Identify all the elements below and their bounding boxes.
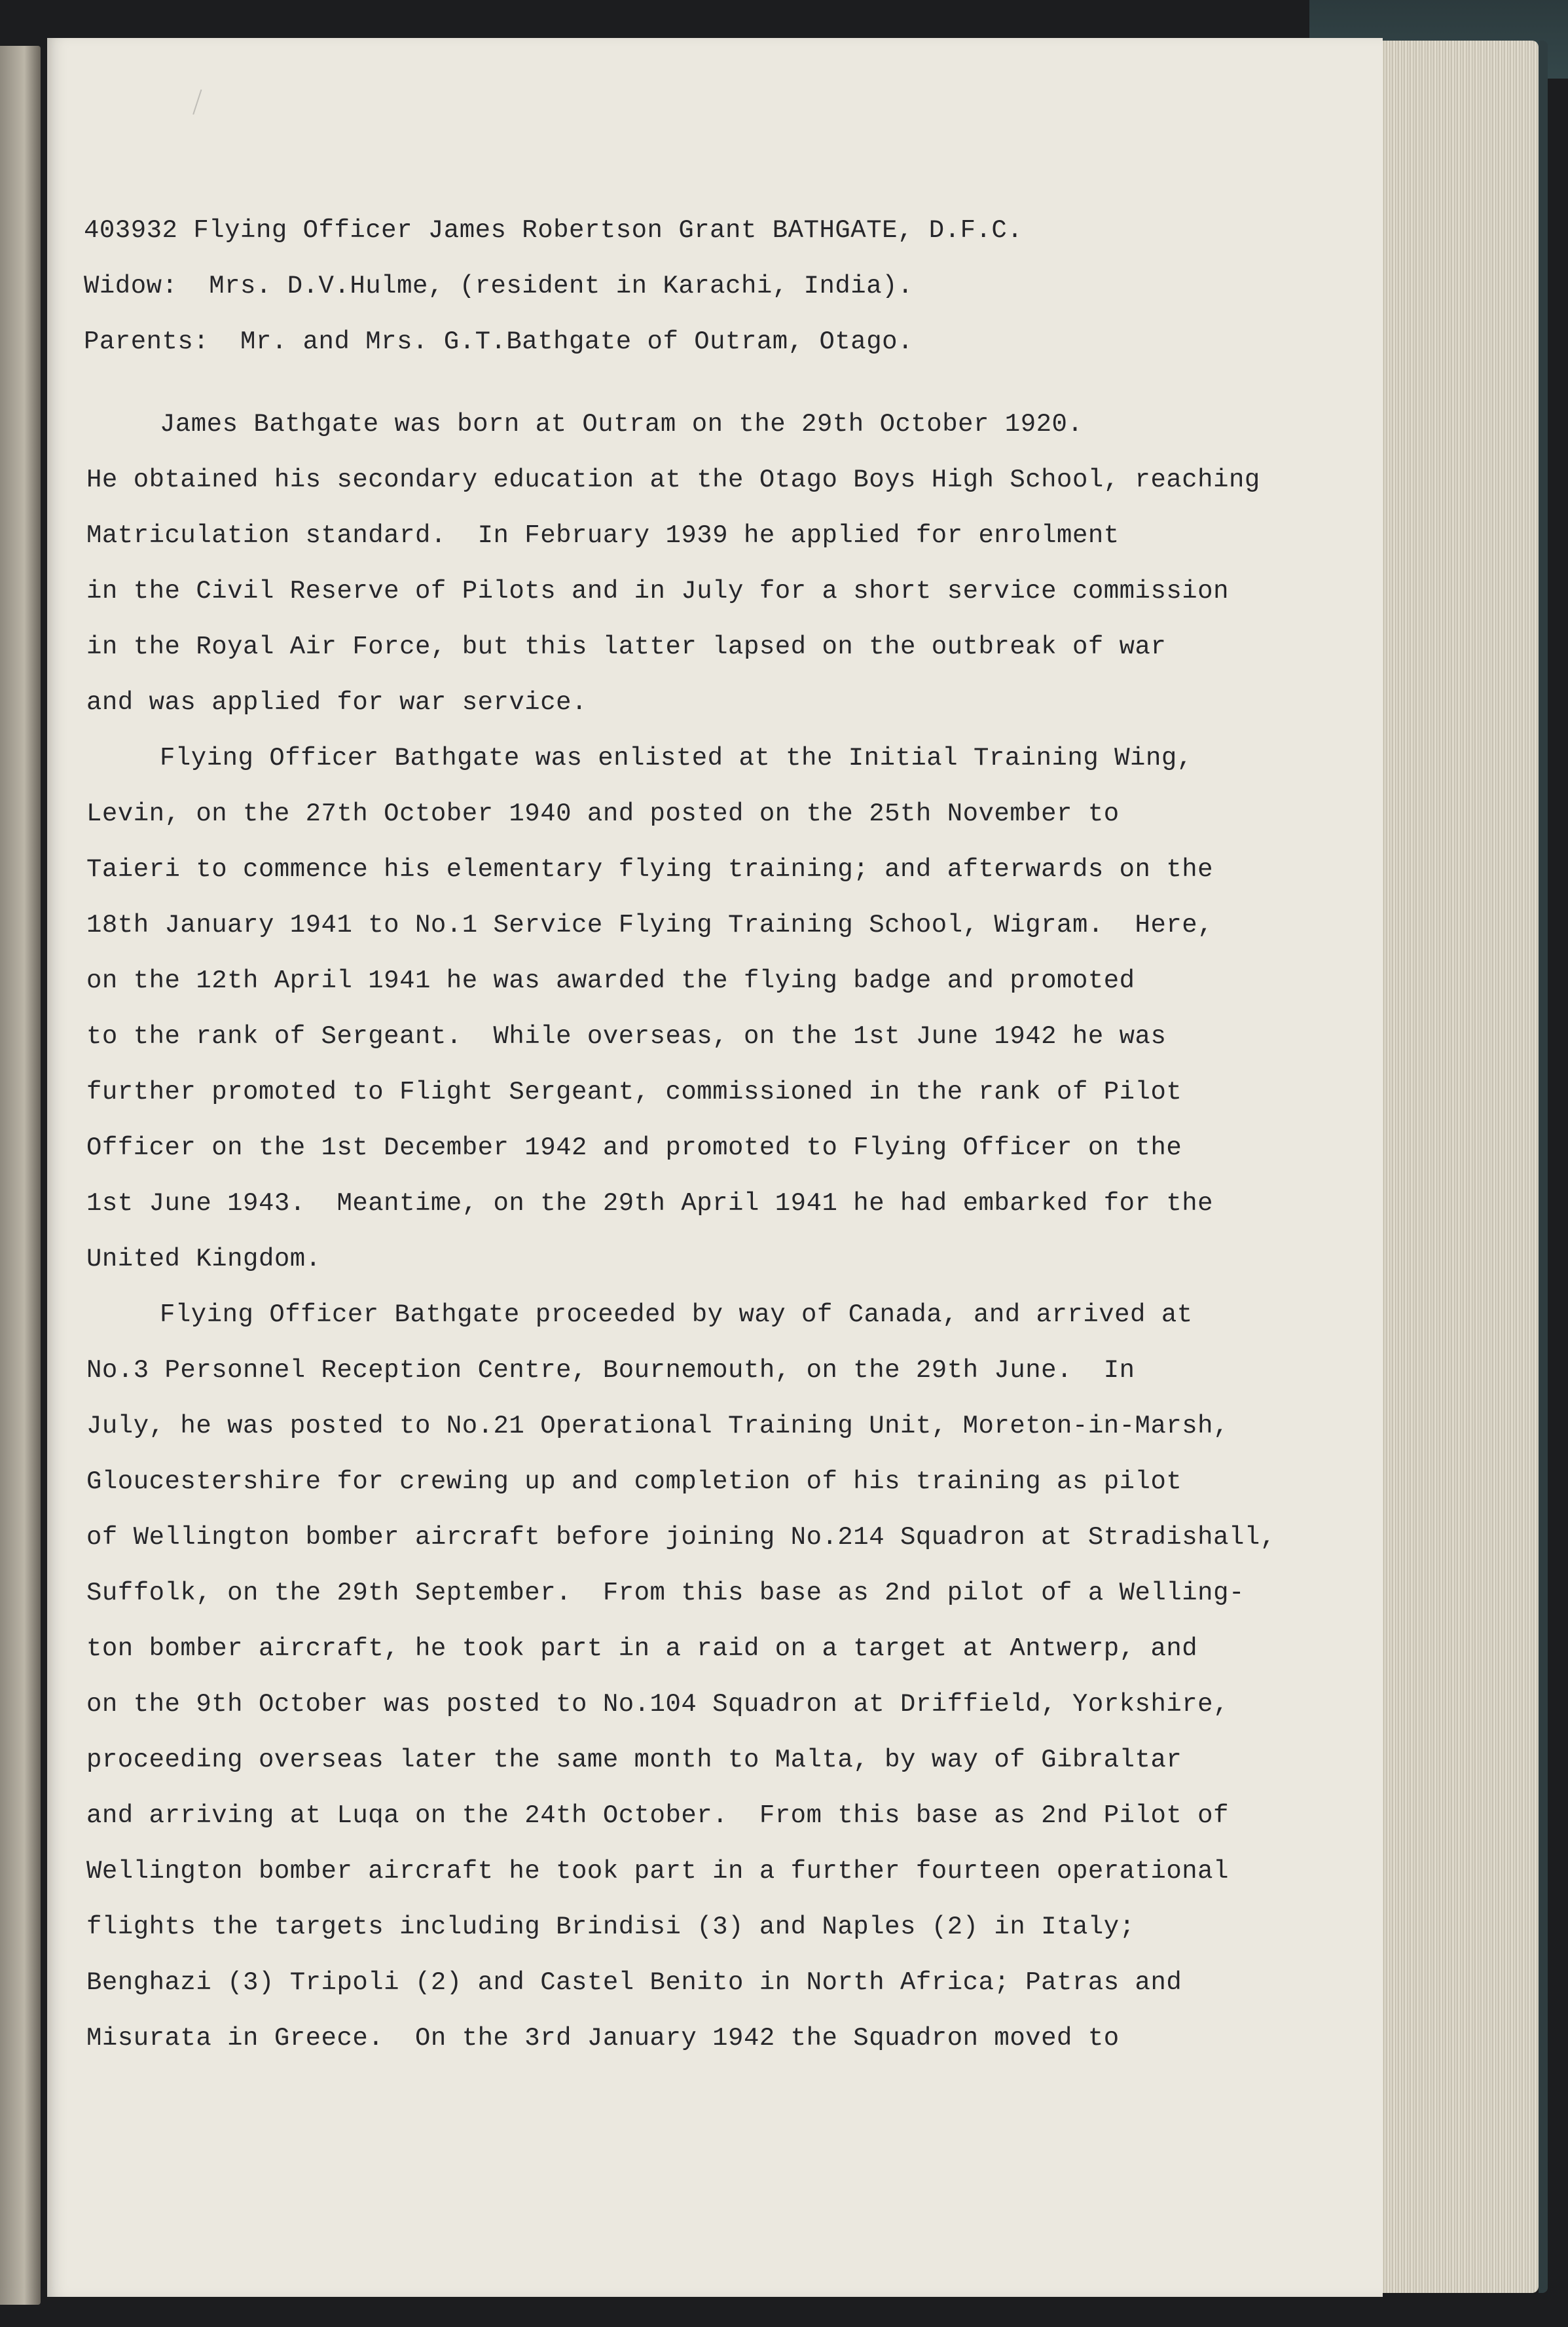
body-line: Flying Officer Bathgate was enlisted at the Initial Training Wing, bbox=[160, 744, 1193, 773]
body-line: Matriculation standard. In February 1939 he applied for enrolment bbox=[86, 521, 1120, 550]
document-page bbox=[47, 38, 1383, 2297]
body-line: and arriving at Luqa on the 24th October. From this base as 2nd Pilot of bbox=[86, 1801, 1229, 1830]
body-line: and was applied for war service. bbox=[86, 688, 587, 717]
header-line-2: Widow: Mrs. D.V.Hulme, (resident in Karachi, India). bbox=[84, 272, 913, 301]
typed-text bbox=[47, 38, 1383, 2297]
body-line: in the Civil Reserve of Pilots and in July for a short service commission bbox=[86, 577, 1229, 606]
body-line: ton bomber aircraft, he took part in a raid on a target at Antwerp, and bbox=[86, 1634, 1198, 1663]
body-line: on the 9th October was posted to No.104 Squadron at Driffield, Yorkshire, bbox=[86, 1690, 1229, 1719]
body-line: Misurata in Greece. On the 3rd January 1942 the Squadron moved to bbox=[86, 2024, 1120, 2053]
body-line: Flying Officer Bathgate proceeded by way of Canada, and arrived at bbox=[160, 1300, 1193, 1329]
body-line: United Kingdom. bbox=[86, 1245, 321, 1273]
header-line-1: 403932 Flying Officer James Robertson Grant BATHGATE, D.F.C. bbox=[84, 216, 1023, 245]
body-line: on the 12th April 1941 he was awarded the flying badge and promoted bbox=[86, 966, 1135, 995]
facing-page-edge bbox=[0, 46, 41, 2305]
body-line: Officer on the 1st December 1942 and promoted to Flying Officer on the bbox=[86, 1133, 1182, 1162]
body-line: 18th January 1941 to No.1 Service Flying Training School, Wigram. Here, bbox=[86, 911, 1214, 940]
page-stack-edge bbox=[1378, 41, 1539, 2293]
body-line: Gloucestershire for crewing up and completion of his training as pilot bbox=[86, 1467, 1182, 1496]
body-line: in the Royal Air Force, but this latter lapsed on the outbreak of war bbox=[86, 632, 1167, 661]
body-line: Taieri to commence his elementary flying training; and afterwards on the bbox=[86, 855, 1214, 884]
body-line: to the rank of Sergeant. While overseas, on the 1st June 1942 he was bbox=[86, 1022, 1167, 1051]
body-line: July, he was posted to No.21 Operational Training Unit, Moreton-in-Marsh, bbox=[86, 1412, 1229, 1440]
body-line: flights the targets including Brindisi (3) and Naples (2) in Italy; bbox=[86, 1913, 1135, 1941]
body-line: proceeding overseas later the same month to Malta, by way of Gibraltar bbox=[86, 1746, 1182, 1774]
body-line: of Wellington bomber aircraft before joining No.214 Squadron at Stradishall, bbox=[86, 1523, 1276, 1552]
body-line: He obtained his secondary education at the Otago Boys High School, reaching bbox=[86, 466, 1260, 494]
body-line: further promoted to Flight Sergeant, commissioned in the rank of Pilot bbox=[86, 1078, 1182, 1107]
body-line: James Bathgate was born at Outram on the 29th October 1920. bbox=[160, 410, 1084, 439]
header-line-3: Parents: Mr. and Mrs. G.T.Bathgate of Outram, Otago. bbox=[84, 327, 913, 356]
body-line: Suffolk, on the 29th September. From this base as 2nd pilot of a Welling- bbox=[86, 1579, 1245, 1607]
body-line: Benghazi (3) Tripoli (2) and Castel Benito in North Africa; Patras and bbox=[86, 1968, 1182, 1997]
body-line: 1st June 1943. Meantime, on the 29th April 1941 he had embarked for the bbox=[86, 1189, 1214, 1218]
body-line: Wellington bomber aircraft he took part in a further fourteen operational bbox=[86, 1857, 1229, 1886]
body-line: Levin, on the 27th October 1940 and posted on the 25th November to bbox=[86, 799, 1120, 828]
body-line: No.3 Personnel Reception Centre, Bournemouth, on the 29th June. In bbox=[86, 1356, 1135, 1385]
